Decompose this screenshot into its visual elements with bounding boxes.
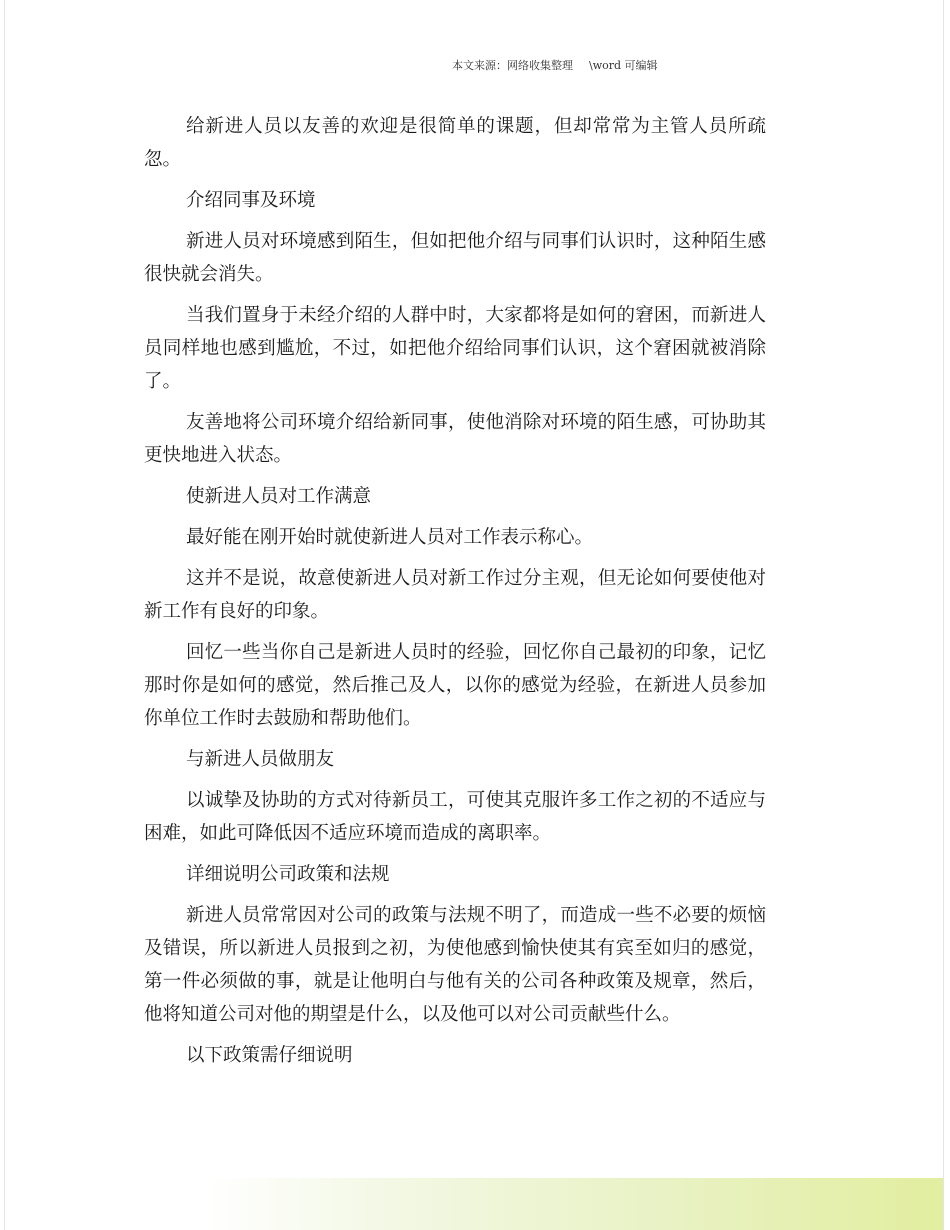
section-heading: 详细说明公司政策和法规 — [186, 864, 390, 885]
paragraph: 友善地将公司环境介绍给新同事，使他消除对环境的陌生感，可协助其更快地进入状态。 — [144, 412, 766, 466]
paragraph: 新进人员对环境感到陌生，但如把他介绍与同事们认识时，这种陌生感很快就会消失。 — [144, 231, 766, 285]
paragraph: 以下政策需仔细说明 — [186, 1045, 353, 1066]
paragraph: 给新进人员以友善的欢迎是很简单的课题，但却常常为主管人员所疏忽。 — [144, 116, 766, 170]
section-heading: 介绍同事及环境 — [186, 190, 316, 211]
footer-decoration — [205, 1178, 943, 1230]
section-heading: 使新进人员对工作满意 — [186, 486, 372, 507]
document-page — [4, 0, 944, 1230]
header-edit-note: \word 可编辑 — [589, 59, 658, 72]
paragraph: 当我们置身于未经介绍的人群中时，大家都将是如何的窘困，而新进人员同样地也感到尴尬，不过，如把他介绍给同事们认识，这个窘困就被消除了。 — [144, 305, 766, 392]
document-body — [144, 110, 766, 1080]
paragraph: 这并不是说，故意使新进人员对新工作过分主观，但无论如何要使他对新工作有良好的印象。 — [144, 568, 766, 622]
paragraph: 回忆一些当你自己是新进人员时的经验，回忆你自己最初的印象，记忆那时你是如何的感觉，然后推己及人，以你的感觉为经验，在新进人员参加你单位工作时去鼓励和帮助他们。 — [144, 642, 766, 729]
section-heading: 与新进人员做朋友 — [186, 749, 335, 770]
paragraph: 最好能在刚开始时就使新进人员对工作表示称心。 — [186, 527, 594, 548]
header-source: 本文来源：网络收集整理 — [452, 59, 573, 72]
paragraph: 以诚挚及协助的方式对待新员工，可使其克服许多工作之初的不适应与困难，如此可降低因不适应环境而造成的离职率。 — [144, 790, 766, 844]
page-header — [452, 57, 658, 73]
paragraph: 新进人员常常因对公司的政策与法规不明了，而造成一些不必要的烦恼及错误，所以新进人员报到之初，为使他感到愉快使其有宾至如归的感觉，第一件必须做的事，就是让他明白与他有关的公司各种政策及规章，然后，他将知道公司对他的期望是什么，以及他可以对公司贡献些什么。 — [144, 905, 766, 1025]
